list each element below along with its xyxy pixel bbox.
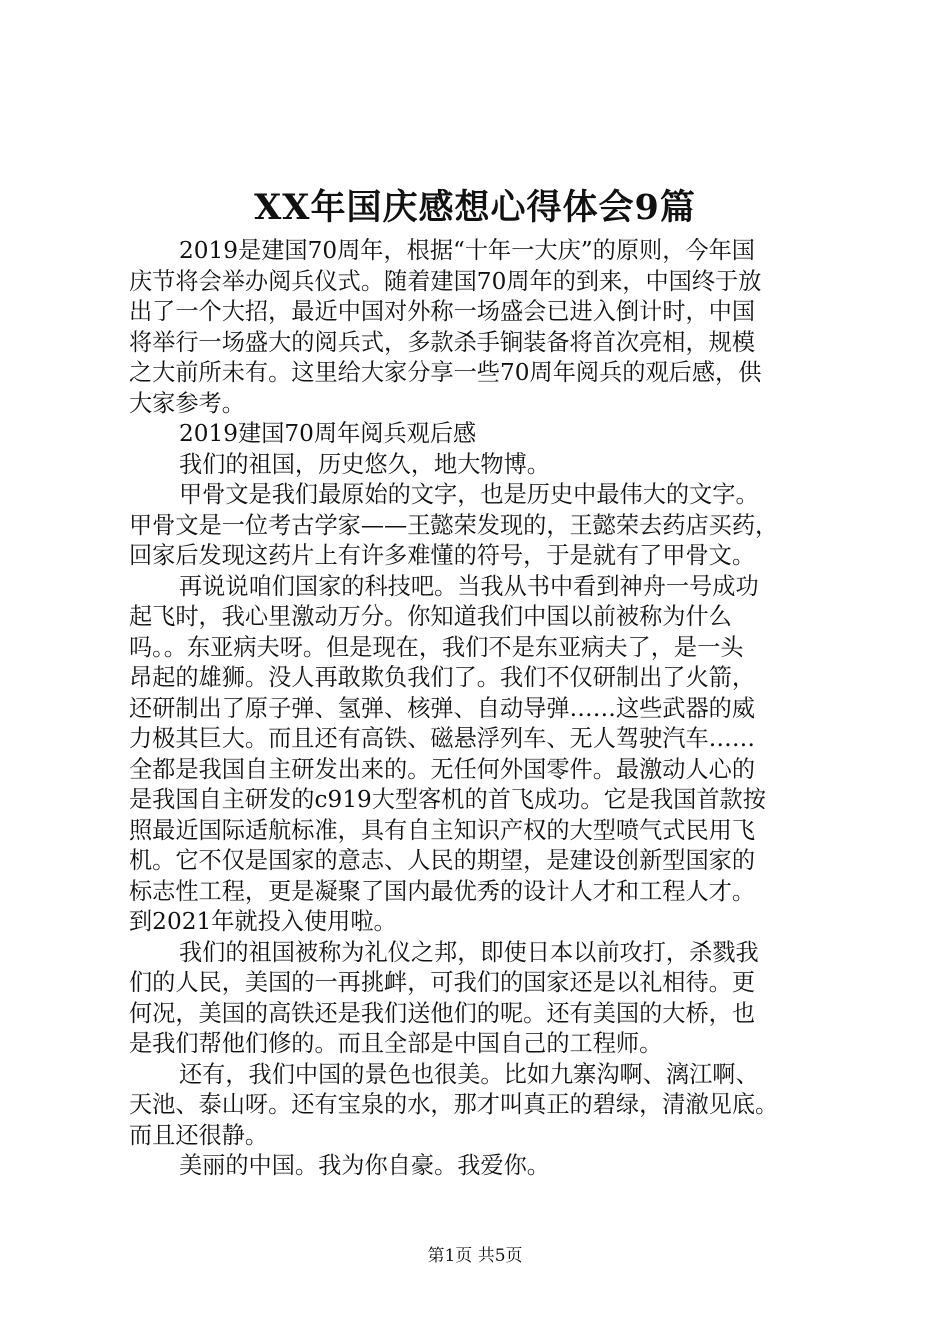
paragraph-line: 天池、泰山呀。还有宝泉的水，那才叫真正的碧绿，清澈见底。 — [129, 1091, 779, 1118]
paragraph-line: 吗。。东亚病夫呀。但是现在，我们不是东亚病夫了，是一头 — [129, 633, 744, 661]
paragraph-line: 庆节将会举办阅兵仪式。随着建国70周年的到来，中国终于放 — [129, 267, 762, 295]
paragraph-line: 昂起的雄狮。没人再敢欺负我们了。我们不仅研制出了火箭， — [129, 664, 756, 691]
paragraph-line: 之大前所未有。这里给大家分享一些70周年阅兵的观后感，供 — [129, 359, 762, 386]
paragraph-line: 们的人民，美国的一再挑衅，可我们的国家还是以礼相待。更 — [129, 969, 756, 996]
document-body — [129, 236, 829, 1182]
document-title: XX年国庆感想心得体会9篇 — [254, 187, 696, 228]
paragraph-line: 大家参考。 — [129, 389, 245, 417]
paragraph-line: 全都是我国自主研发出来的。无任何外国零件。最激动人心的 — [129, 755, 756, 783]
paragraph-line: 再说说咱们国家的科技吧。当我从书中看到神舟一号成功 — [179, 572, 759, 600]
paragraph-line: 甲骨文是我们最原始的文字，也是历史中最伟大的文字。 — [179, 481, 759, 508]
paragraph-line: 还研制出了原子弹、氢弹、核弹、自动导弹……这些武器的威 — [129, 694, 756, 722]
page-number-footer: 第1页 共5页 — [427, 1246, 523, 1266]
paragraph-line: 力极其巨大。而且还有高铁、磁悬浮列车、无人驾驶汽车…… — [129, 725, 756, 752]
paragraph-line: 回家后发现这药片上有许多难懂的符号，于是就有了甲骨文。 — [129, 542, 756, 569]
paragraph-line: 到2021年就投入使用啦。 — [129, 908, 397, 935]
paragraph-line: 而且还很静。 — [129, 1121, 269, 1149]
section-heading-line: 2019建国70周年阅兵观后感 — [179, 420, 477, 447]
paragraph-line: 甲骨文是一位考古学家——王懿荣发现的，王懿荣去药店买药， — [129, 511, 779, 539]
paragraph-line: 标志性工程，更是凝聚了国内最优秀的设计人才和工程人才。 — [129, 877, 756, 905]
paragraph-line: 照最近国际适航标准，具有自主知识产权的大型喷气式民用飞 — [129, 816, 756, 844]
paragraph-line: 2019是建国70周年，根据“十年一大庆”的原则，今年国 — [179, 237, 755, 264]
paragraph-line: 还有，我们中国的景色也很美。比如九寨沟啊、漓江啊、 — [179, 1060, 759, 1088]
paragraph-line: 我们的祖国，历史悠久，地大物博。 — [179, 450, 550, 478]
paragraph-line: 将举行一场盛大的阅兵式，多款杀手锏装备将首次亮相，规模 — [129, 328, 756, 356]
paragraph-line: 起飞时，我心里激动万分。你知道我们中国以前被称为什么 — [129, 603, 732, 630]
paragraph-line: 我们的祖国被称为礼仪之邦，即使日本以前攻打，杀戮我 — [179, 938, 759, 966]
paragraph-line: 美丽的中国。我为你自豪。我爱你。 — [179, 1152, 550, 1179]
paragraph-line: 出了一个大招，最近中国对外称一场盛会已进入倒计时，中国 — [129, 298, 756, 325]
paragraph-line: 机。它不仅是国家的意志、人民的期望，是建设创新型国家的 — [129, 847, 756, 874]
paragraph-line: 是我们帮他们修的。而且全部是中国自己的工程师。 — [129, 1030, 663, 1057]
paragraph-line: 何况，美国的高铁还是我们送他们的呢。还有美国的大桥，也 — [129, 999, 756, 1027]
paragraph-line: 是我国自主研发的c919大型客机的首飞成功。它是我国首款按 — [129, 786, 766, 813]
